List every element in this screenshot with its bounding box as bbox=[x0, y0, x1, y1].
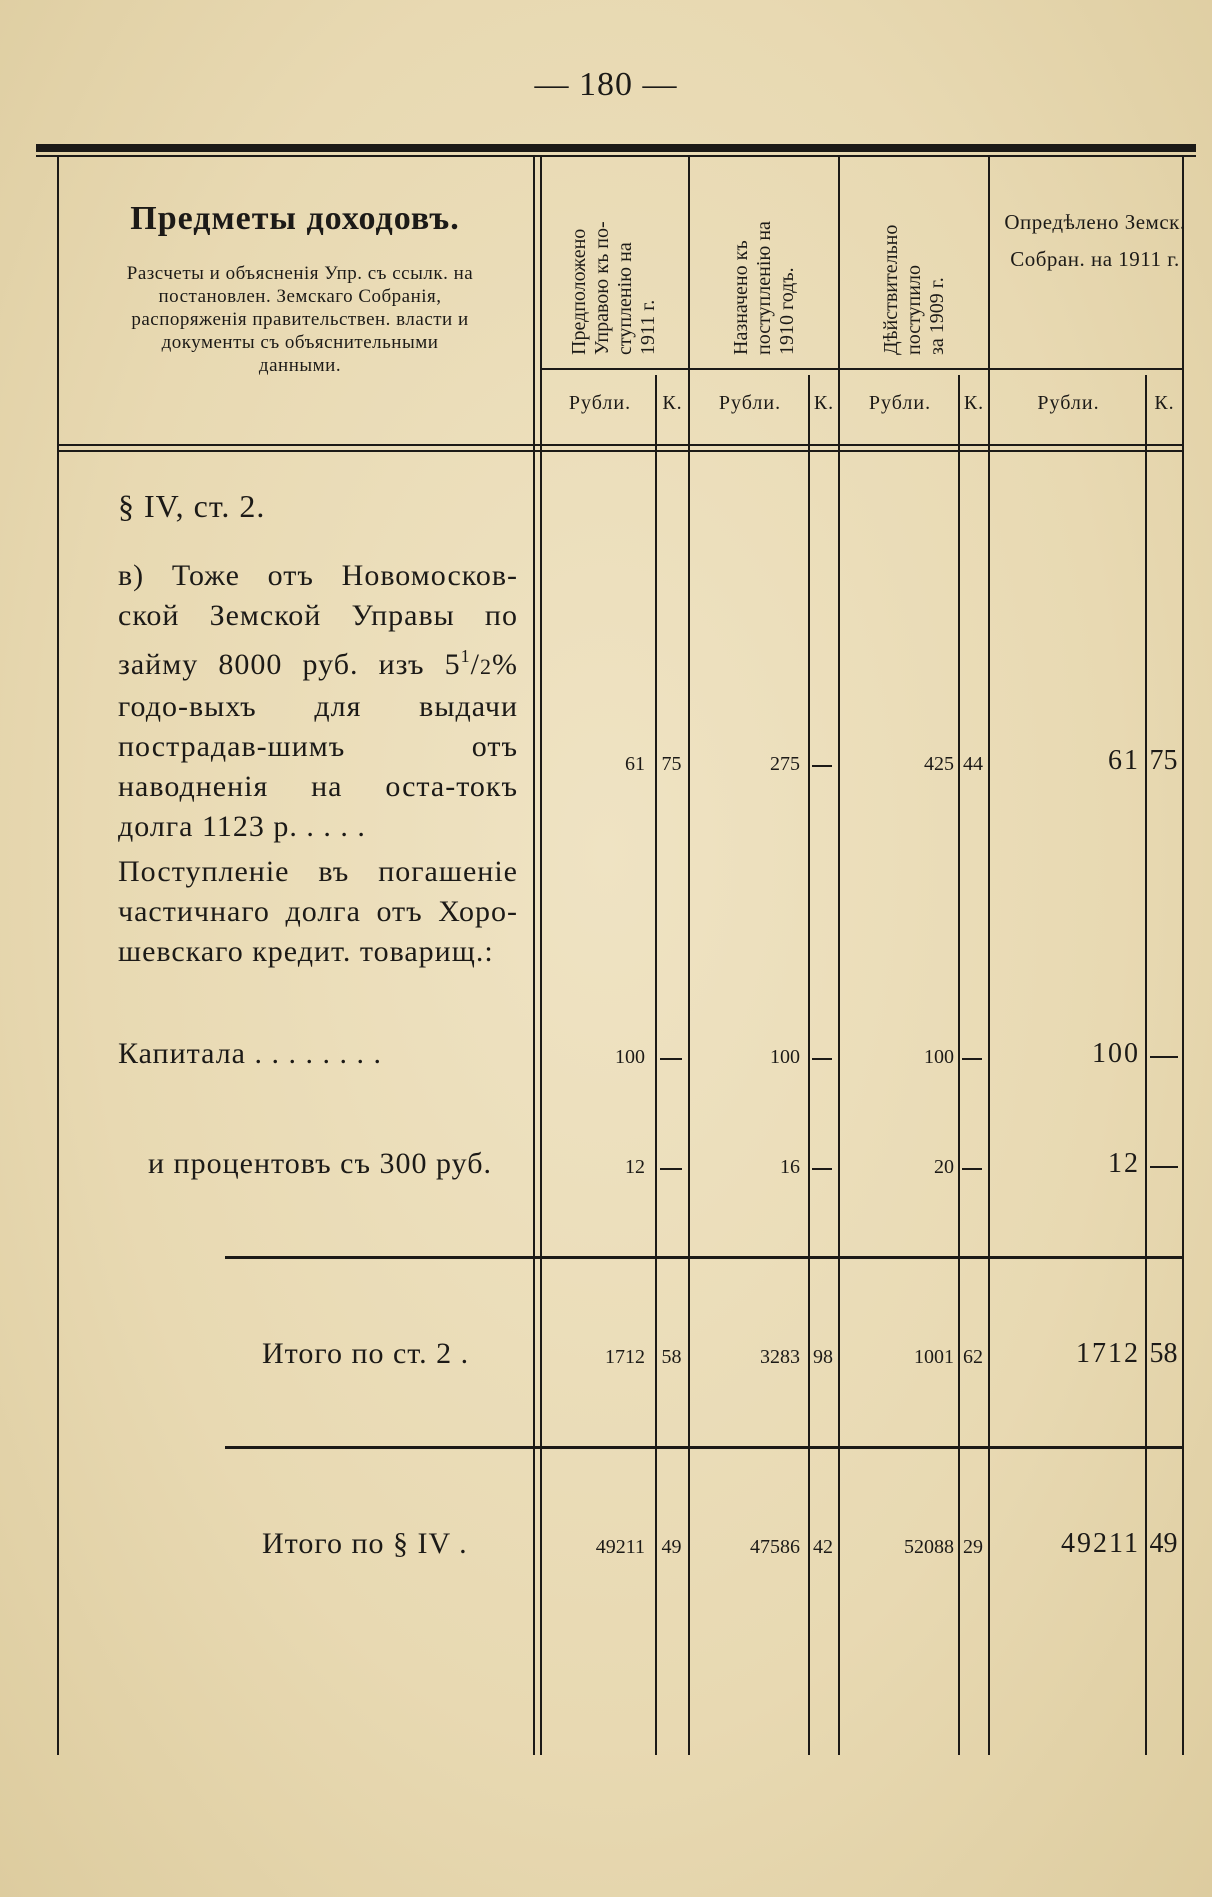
table-border-left bbox=[57, 155, 59, 1755]
total-par4-c4-kop: 49 bbox=[1149, 1528, 1178, 1559]
entry-v-c3-kop: 44 bbox=[963, 753, 983, 775]
header-bottom-2 bbox=[57, 450, 1182, 452]
entry-v-slash: / bbox=[470, 648, 480, 681]
header-bottom bbox=[57, 444, 1182, 446]
entry-v-c2-rubles: 275 bbox=[770, 753, 800, 775]
interest-c2-kop-dash bbox=[812, 1168, 832, 1170]
header-title: Предметы доходовъ. bbox=[130, 200, 460, 237]
col-divider-1 bbox=[533, 155, 535, 1755]
unit-rubles-1: Рубли. bbox=[568, 392, 632, 414]
col2-header-text: Назначено къ поступленію на 1910 годъ. bbox=[729, 221, 798, 355]
capital-c2-rubles: 100 bbox=[770, 1046, 800, 1068]
interest-c2-rubles: 16 bbox=[780, 1156, 800, 1178]
unit-kop-1: К. bbox=[662, 392, 683, 414]
col1-header bbox=[540, 180, 688, 355]
capital-c1-rubles: 100 bbox=[615, 1046, 645, 1068]
total-art2-c1-rubles: 1712 bbox=[605, 1346, 645, 1368]
interest-c1-kop-dash bbox=[660, 1168, 682, 1170]
unit-rubles-4: Рубли. bbox=[1037, 392, 1100, 414]
total-art2-c3-kop: 62 bbox=[963, 1346, 983, 1368]
entry-v-text-c: % годо-выхъ для выдачи пострадав-шимъ отъ наводненія на оста-токъ долга 1123 р. . . . . bbox=[118, 648, 518, 843]
entry-v-sup: 1 bbox=[460, 646, 471, 666]
unit-rubles-3: Рубли. bbox=[868, 392, 932, 414]
col-divider-3 bbox=[838, 155, 840, 1755]
total-art2-rule bbox=[225, 1256, 1182, 1259]
total-art2-c4-rubles: 1712 bbox=[1076, 1338, 1140, 1369]
unit-kop-4: К. bbox=[1154, 392, 1175, 414]
total-par4-c2-rubles: 47586 bbox=[750, 1536, 800, 1558]
entry-capital-text: Капитала . . . . . . . . bbox=[118, 1037, 382, 1070]
interest-c4-rubles: 12 bbox=[1108, 1148, 1140, 1179]
capital-c2-kop-dash bbox=[812, 1058, 832, 1060]
col2-header bbox=[690, 180, 838, 355]
entry-v-c1-rubles: 61 bbox=[625, 753, 645, 775]
entry-v-c1-kop: 75 bbox=[661, 753, 682, 775]
col-divider-4 bbox=[988, 155, 990, 1755]
entry-v-sub: 2 bbox=[480, 654, 492, 679]
total-par4-text: Итого по § IV . bbox=[262, 1527, 468, 1560]
capital-c4-rubles: 100 bbox=[1092, 1038, 1140, 1069]
total-art2-c4-kop: 58 bbox=[1149, 1338, 1178, 1369]
interest-c1-rubles: 12 bbox=[625, 1156, 645, 1178]
col3-header-text: Дѣйствительно поступило за 1909 г. bbox=[879, 224, 948, 355]
header-subtitle: Разсчеты и объясненія Упр. съ ссылк. на постановлен. Земскаго Собранія, распоряженія правительствен. власти и документы съ объяснительными данными. bbox=[126, 263, 474, 376]
total-art2-c1-kop: 58 bbox=[661, 1346, 682, 1368]
unit-row-top bbox=[540, 368, 1182, 370]
unit-kop-2: К. bbox=[813, 392, 835, 414]
total-art2-c3-rubles: 1001 bbox=[914, 1346, 954, 1368]
total-art2-c2-rubles: 3283 bbox=[760, 1346, 800, 1368]
total-art2-c2-kop: 98 bbox=[813, 1346, 833, 1368]
unit-kop-3: К. bbox=[963, 392, 985, 414]
unit-rubles-2: Рубли. bbox=[718, 392, 782, 414]
total-par4-c2-kop: 42 bbox=[813, 1536, 833, 1558]
top-rule bbox=[36, 144, 1196, 152]
entry-v-c3-rubles: 425 bbox=[924, 753, 954, 775]
entry-post-text: Поступленіе въ погашеніе частичнаго долга отъ Хоро-шевскаго кредит. товарищ.: bbox=[118, 855, 518, 968]
capital-c3-kop-dash bbox=[962, 1058, 982, 1060]
interest-c3-kop-dash bbox=[962, 1168, 982, 1170]
col1-header-text: Предположено Управою къ по- ступленію на 1911 г. bbox=[568, 221, 659, 355]
total-par4-c1-rubles: 49211 bbox=[595, 1536, 645, 1558]
col3-header bbox=[840, 180, 988, 355]
section-label: § IV, ст. 2. bbox=[118, 488, 266, 524]
entry-v-text bbox=[118, 556, 518, 847]
total-par4-rule bbox=[225, 1446, 1182, 1449]
capital-c1-kop-dash bbox=[660, 1058, 682, 1060]
col-divider-1b bbox=[540, 155, 542, 1755]
page-number: — 180 — bbox=[534, 66, 678, 103]
total-par4-c3-rubles: 52088 bbox=[904, 1536, 954, 1558]
total-par4-c4-rubles: 49211 bbox=[1061, 1528, 1140, 1559]
total-art2-text: Итого по ст. 2 . bbox=[262, 1337, 470, 1370]
col4-header: Опредѣлено Земск. Собран. на 1911 г. bbox=[1004, 210, 1186, 271]
entry-v-text-a: в) Тоже отъ Новомосков-ской Земской Управы по займу 8000 руб. изъ 5 bbox=[118, 559, 518, 681]
top-rule-thin bbox=[36, 155, 1196, 157]
capital-c3-rubles: 100 bbox=[924, 1046, 954, 1068]
entry-v-c4-kop: 75 bbox=[1149, 745, 1178, 776]
interest-c4-kop-dash bbox=[1150, 1166, 1178, 1168]
table-border-right bbox=[1182, 155, 1184, 1755]
capital-c4-kop-dash bbox=[1150, 1056, 1178, 1058]
total-par4-c3-kop: 29 bbox=[963, 1536, 983, 1558]
entry-v-c2-kop-dash bbox=[812, 765, 832, 767]
entry-v-c4-rubles: 61 bbox=[1108, 745, 1140, 776]
entry-interest-text: и процентовъ съ 300 руб. bbox=[148, 1147, 492, 1180]
total-par4-c1-kop: 49 bbox=[661, 1536, 682, 1558]
col-divider-2 bbox=[688, 155, 690, 1755]
interest-c3-rubles: 20 bbox=[934, 1156, 954, 1178]
